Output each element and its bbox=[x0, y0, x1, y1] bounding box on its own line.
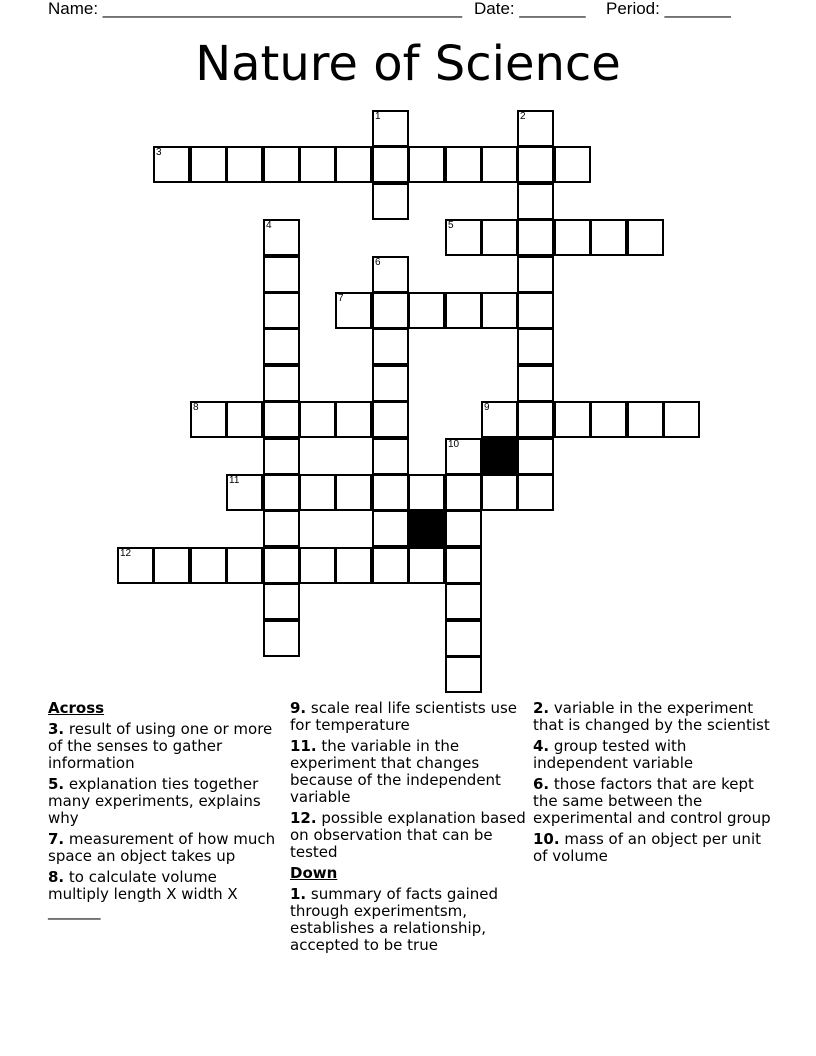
grid-cell[interactable] bbox=[481, 401, 518, 438]
grid-cell[interactable] bbox=[263, 219, 300, 256]
grid-cell[interactable] bbox=[372, 183, 409, 220]
grid-cell[interactable] bbox=[517, 438, 554, 475]
clue-across-7: 7. measurement of how much space an object takes up bbox=[48, 830, 276, 865]
grid-clue-number: 8 bbox=[193, 402, 199, 413]
grid-clue-number: 3 bbox=[156, 147, 162, 158]
grid-cell[interactable] bbox=[372, 438, 409, 475]
clue-across-11: 11. the variable in the experiment that changes because of the independent variable bbox=[290, 737, 501, 806]
grid-cell[interactable] bbox=[263, 438, 300, 475]
grid-cell[interactable] bbox=[517, 401, 554, 438]
grid-cell[interactable] bbox=[517, 219, 554, 256]
grid-cell[interactable] bbox=[263, 583, 300, 620]
grid-clue-number: 2 bbox=[520, 111, 526, 122]
grid-cell[interactable] bbox=[517, 146, 554, 183]
grid-cell[interactable] bbox=[445, 620, 482, 657]
page-title: Nature of Science bbox=[195, 36, 621, 92]
grid-cell[interactable] bbox=[408, 292, 445, 329]
grid-cell[interactable] bbox=[263, 256, 300, 293]
grid-cell[interactable] bbox=[517, 328, 554, 365]
grid-cell[interactable] bbox=[517, 365, 554, 402]
grid-cell[interactable] bbox=[263, 365, 300, 402]
grid-cell[interactable] bbox=[663, 401, 700, 438]
grid-clue-number: 4 bbox=[266, 220, 272, 231]
grid-cell[interactable] bbox=[627, 219, 664, 256]
grid-cell[interactable] bbox=[517, 183, 554, 220]
grid-cell[interactable] bbox=[517, 110, 554, 147]
grid-cell[interactable] bbox=[445, 146, 482, 183]
grid-cell[interactable] bbox=[226, 547, 263, 584]
grid-cell[interactable] bbox=[481, 219, 518, 256]
grid-cell[interactable] bbox=[372, 474, 409, 511]
grid-cell[interactable] bbox=[517, 474, 554, 511]
grid-block bbox=[408, 510, 445, 547]
clue-down-4: 4. group tested with independent variable bbox=[533, 737, 694, 772]
grid-cell[interactable] bbox=[445, 583, 482, 620]
clue-across-9: 9. scale real life scientists use for temperature bbox=[290, 699, 517, 734]
clue-down-6: 6. those factors that are kept the same between the experimental and control group bbox=[533, 775, 771, 827]
grid-cell[interactable] bbox=[554, 401, 591, 438]
clue-across-5: 5. explanation ties together many experiments, explains why bbox=[48, 775, 261, 827]
grid-cell[interactable] bbox=[335, 146, 372, 183]
clue-across-3: 3. result of using one or more of the senses to gather information bbox=[48, 720, 273, 772]
grid-cell[interactable] bbox=[299, 547, 336, 584]
grid-cell[interactable] bbox=[153, 547, 190, 584]
grid-cell[interactable] bbox=[408, 474, 445, 511]
grid-cell[interactable] bbox=[299, 401, 336, 438]
clue-across-8: 8. to calculate volume multiply length X width X _______ bbox=[48, 868, 238, 920]
grid-cell[interactable] bbox=[299, 474, 336, 511]
grid-cell[interactable] bbox=[263, 401, 300, 438]
grid-cell[interactable] bbox=[517, 256, 554, 293]
grid-cell[interactable] bbox=[445, 656, 482, 693]
grid-cell[interactable] bbox=[445, 474, 482, 511]
grid-cell[interactable] bbox=[226, 474, 263, 511]
grid-cell[interactable] bbox=[445, 438, 482, 475]
grid-clue-number: 9 bbox=[484, 402, 490, 413]
grid-cell[interactable] bbox=[445, 547, 482, 584]
grid-cell[interactable] bbox=[263, 292, 300, 329]
grid-cell[interactable] bbox=[263, 328, 300, 365]
grid-cell[interactable] bbox=[335, 401, 372, 438]
grid-cell[interactable] bbox=[372, 328, 409, 365]
grid-cell[interactable] bbox=[372, 547, 409, 584]
grid-cell[interactable] bbox=[117, 547, 154, 584]
down-column-3 bbox=[533, 700, 773, 869]
grid-cell[interactable] bbox=[263, 474, 300, 511]
grid-cell[interactable] bbox=[226, 401, 263, 438]
grid-clue-number: 12 bbox=[120, 548, 132, 559]
grid-cell[interactable] bbox=[481, 146, 518, 183]
grid-cell[interactable] bbox=[226, 146, 263, 183]
grid-cell[interactable] bbox=[263, 146, 300, 183]
grid-cell[interactable] bbox=[590, 401, 627, 438]
grid-cell[interactable] bbox=[481, 292, 518, 329]
grid-cell[interactable] bbox=[445, 292, 482, 329]
grid-cell[interactable] bbox=[372, 365, 409, 402]
period-field-label[interactable]: Period: _______ bbox=[606, 0, 731, 18]
across-heading: Across bbox=[48, 699, 105, 717]
grid-cell[interactable] bbox=[554, 146, 591, 183]
grid-clue-number: 10 bbox=[448, 439, 460, 450]
grid-clue-number: 11 bbox=[229, 475, 240, 486]
grid-cell[interactable] bbox=[263, 510, 300, 547]
grid-cell[interactable] bbox=[372, 110, 409, 147]
grid-cell[interactable] bbox=[372, 510, 409, 547]
clue-down-10: 10. mass of an object per unit of volume bbox=[533, 830, 761, 865]
clue-column-2 bbox=[290, 700, 526, 958]
grid-cell[interactable] bbox=[372, 401, 409, 438]
clue-down-2: 2. variable in the experiment that is changed by the scientist bbox=[533, 699, 770, 734]
name-field-label[interactable]: Name: ______________________________________ bbox=[48, 0, 463, 18]
grid-clue-number: 1 bbox=[375, 111, 381, 122]
grid-cell[interactable] bbox=[335, 292, 372, 329]
grid-clue-number: 6 bbox=[375, 257, 381, 268]
grid-cell[interactable] bbox=[517, 292, 554, 329]
grid-cell[interactable] bbox=[627, 401, 664, 438]
grid-cell[interactable] bbox=[408, 547, 445, 584]
grid-cell[interactable] bbox=[263, 620, 300, 657]
down-heading: Down bbox=[290, 864, 338, 882]
grid-cell[interactable] bbox=[335, 474, 372, 511]
grid-cell[interactable] bbox=[554, 219, 591, 256]
grid-cell[interactable] bbox=[335, 547, 372, 584]
grid-cell[interactable] bbox=[445, 510, 482, 547]
grid-block bbox=[481, 438, 518, 475]
grid-cell[interactable] bbox=[153, 146, 190, 183]
grid-clue-number: 7 bbox=[338, 293, 344, 304]
grid-cell[interactable] bbox=[190, 146, 227, 183]
grid-cell[interactable] bbox=[372, 146, 409, 183]
clue-down-1: 1. summary of facts gained through experimentsm, establishes a relationship, accepted to be true bbox=[290, 885, 499, 954]
grid-cell[interactable] bbox=[481, 474, 518, 511]
grid-cell[interactable] bbox=[190, 401, 227, 438]
grid-cell[interactable] bbox=[299, 146, 336, 183]
grid-cell[interactable] bbox=[590, 219, 627, 256]
across-column-1 bbox=[48, 700, 276, 924]
grid-cell[interactable] bbox=[372, 292, 409, 329]
date-field-label[interactable]: Date: _______ bbox=[474, 0, 586, 18]
grid-clue-number: 5 bbox=[448, 220, 454, 231]
grid-cell[interactable] bbox=[408, 146, 445, 183]
clue-across-12: 12. possible explanation based on observation that can be tested bbox=[290, 809, 526, 861]
grid-cell[interactable] bbox=[445, 219, 482, 256]
grid-cell[interactable] bbox=[190, 547, 227, 584]
grid-cell[interactable] bbox=[372, 256, 409, 293]
grid-cell[interactable] bbox=[263, 547, 300, 584]
